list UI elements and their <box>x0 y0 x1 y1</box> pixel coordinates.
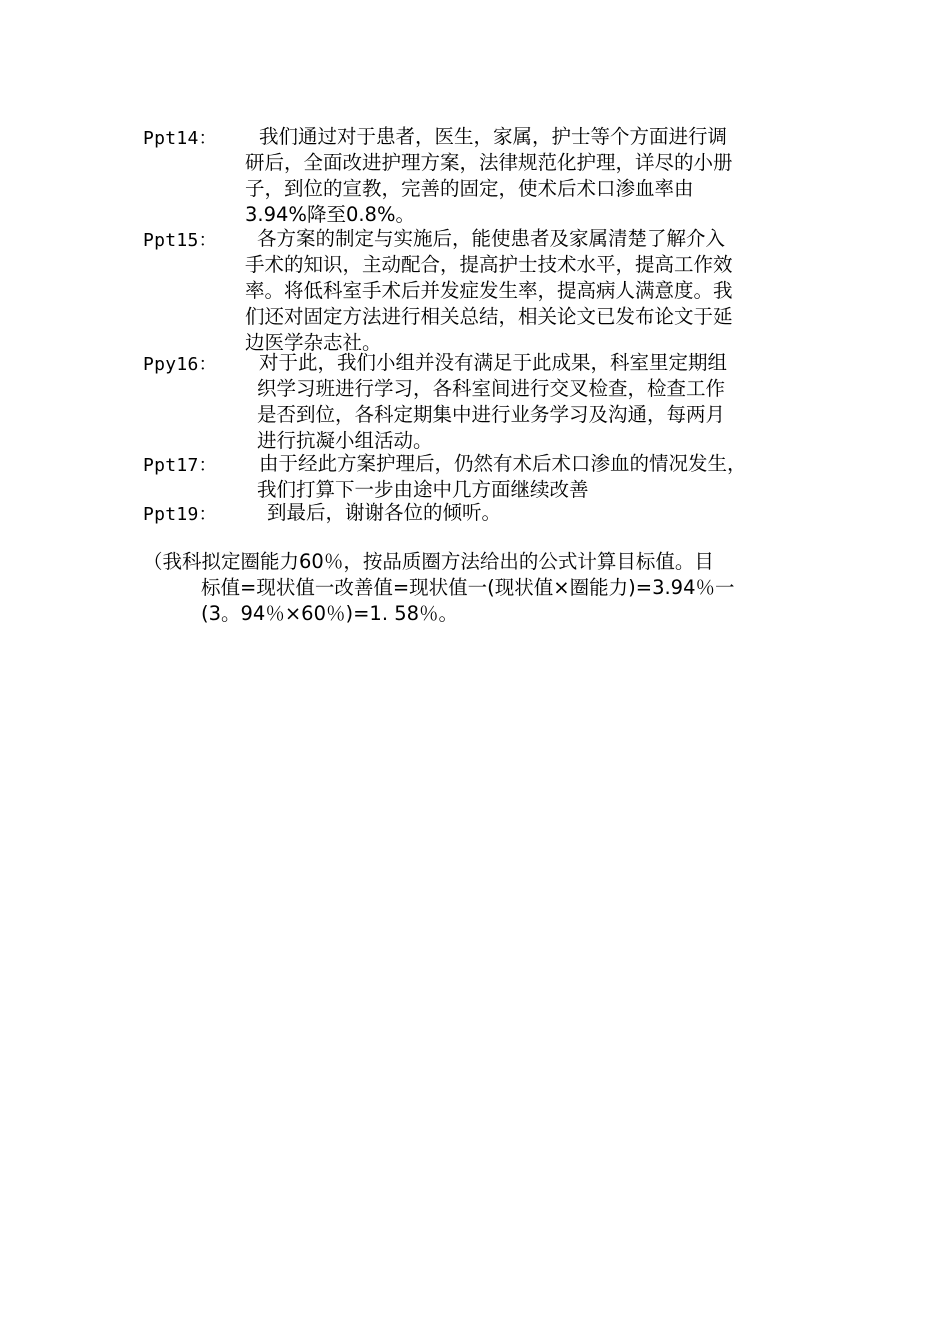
entry-line: 3.94%降至0.8%。 <box>245 203 415 226</box>
entry-label: Ppt19： <box>143 504 217 525</box>
entry-line: 研后，全面改进护理方案，法律规范化护理，详尽的小册 <box>245 151 733 174</box>
entry-line: 手术的知识，主动配合，提高护士技术水平，提高工作效 <box>245 253 733 276</box>
entry-label: Ppt15： <box>143 230 217 251</box>
entry-label: Ppy16： <box>143 354 217 375</box>
entry-line: 我们打算下一步由途中几方面继续改善 <box>257 478 589 501</box>
entry-line: 对于此，我们小组并没有满足于此成果，科室里定期组 <box>259 351 728 374</box>
entry-line: 织学习班进行学习，各科室间进行交叉检查，检查工作 <box>257 377 726 400</box>
entry-line: 们还对固定方法进行相关总结，相关论文已发布论文于延 <box>245 305 733 328</box>
entry-line: 各方案的制定与实施后，能使患者及家属清楚了解介入 <box>257 227 726 250</box>
entry-line: 是否到位，各科定期集中进行业务学习及沟通，每两月 <box>257 403 726 426</box>
entry-line: 率。将低科室手术后并发症发生率，提高病人满意度。我 <box>245 279 733 302</box>
entry-line: 进行抗凝小组活动。 <box>257 429 433 452</box>
entry-label: Ppt17： <box>143 455 217 476</box>
note-line: (3。94％×60％)=1. 58％。 <box>201 602 459 625</box>
entry-label: Ppt14： <box>143 128 217 149</box>
note-line: 标值=现状值一改善值=现状值一(现状值×圈能力)=3.94％一 <box>201 576 735 599</box>
entry-line: 我们通过对于患者，医生，家属，护士等个方面进行调 <box>259 125 728 148</box>
entry-line: 边医学杂志社。 <box>245 331 382 354</box>
entry-line: 到最后，谢谢各位的倾听。 <box>267 501 502 524</box>
entry-line: 子，到位的宣教，完善的固定，使术后术口渗血率由 <box>245 177 694 200</box>
note-line: （我科拟定圈能力60％，按品质圈方法给出的公式计算目标值。目 <box>143 550 714 573</box>
entry-line: 由于经此方案护理后，仍然有术后术口渗血的情况发生， <box>259 452 747 475</box>
